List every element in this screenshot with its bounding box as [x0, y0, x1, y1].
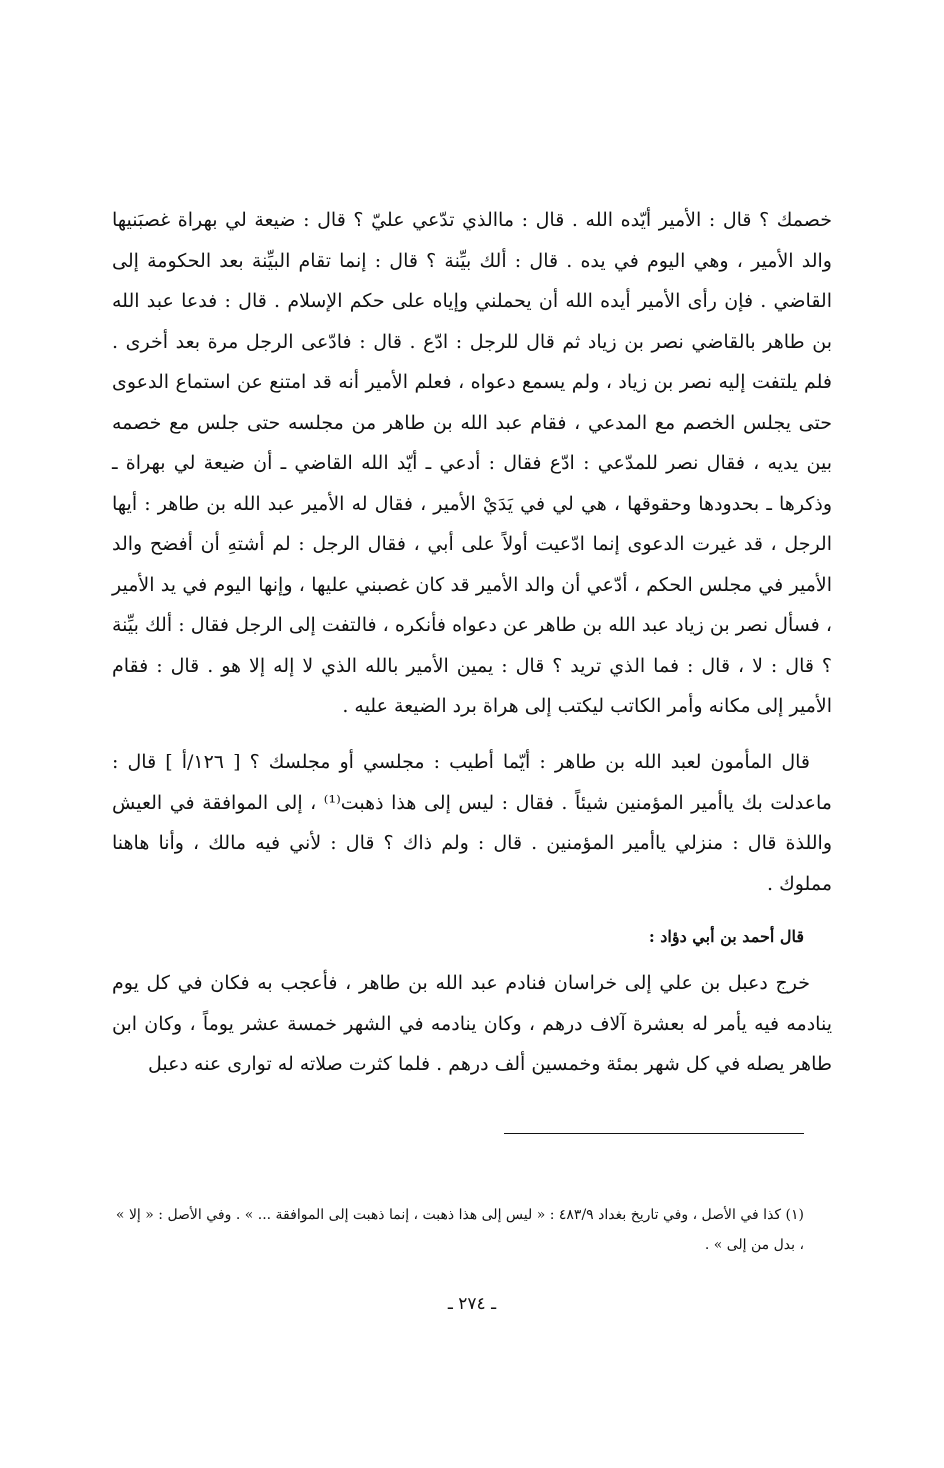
body-paragraph: خرج دعبل بن علي إلى خراسان فنادم عبد الله بن طاهر ، فأعجب به فكان في كل يوم ينادمه فيه يأمر له بعشرة آلاف درهم ، وكان ينادمه في الشهر خمسة عشر يوماً ، وكان ابن طاهر يصله في كل شهر بمئة وخمسين ألف درهم . فلما كثرت صلاته له توارى عنه دعبل — [112, 972, 832, 1075]
section-heading: قال أحمد بن أبي دؤاد : — [648, 927, 804, 946]
footnote: (١) كذا في الأصل ، وفي تاريخ بغداد ٤٨٣/٩ : « ليس إلى هذا ذهبت ، إنما ذهبت إلى الموافقة ... » . وفي الأصل : « إلا » ، بدل من إلى » . — [115, 1207, 804, 1253]
page-number: ـ ٢٧٤ ـ — [447, 1294, 497, 1314]
footnote-separator — [504, 1133, 804, 1134]
body-paragraph-1-container — [112, 200, 832, 727]
body-paragraph-3-container — [112, 963, 832, 1085]
body-paragraph-2-container — [112, 742, 832, 904]
section-heading-container — [124, 925, 804, 949]
body-paragraph: قال المأمون لعبد الله بن طاهر : أيّما أطيب : مجلسي أو مجلسك ؟ [ ١٢٦/أ ] قال : ماعدلت بك ياأمير المؤمنين شيئاً . فقال : ليس إلى هذا ذهبت⁽¹⁾ ، إلى الموافقة في العيش واللذة قال : منزلي ياأمير المؤمنين . قال : ولم ذاك ؟ قال : لأني فيه مالك ، وأنا هاهنا مملوك . — [112, 751, 832, 895]
body-paragraph: خصمك ؟ قال : الأمير أيّده الله . قال : ماالذي تدّعي عليّ ؟ قال : ضيعة لي بهراة غصبَنيها والد الأمير ، وهي اليوم في يده . قال : ألك بيِّنة ؟ قال : إنما تقام البيِّنة بعد الحكومة إلى القاضي . فإن رأى الأمير أيده الله أن يحملني وإياه على حكم الإسلام . قال : فدعا عبد الله بن طاهر بالقاضي نصر بن زياد ثم قال للرجل : ادّع . قال : فادّعى الرجل مرة بعد أخرى . فلم يلتفت إليه نصر بن زياد ، ولم يسمع دعواه ، فعلم الأمير أنه قد امتنع عن استماع الدعوى حتى يجلس الخصم مع المدعي ، فقام عبد الله بن طاهر من مجلسه حتى جلس مع خصمه بين يديه ، فقال نصر للمدّعي : ادّع فقال : أدعي ـ أيّد الله القاضي ـ أن ضيعة لي بهراة ـ وذكرها ـ بحدودها وحقوقها ، هي لي في يَدَيْ الأمير ، فقال له الأمير عبد الله بن طاهر : أيها الرجل ، قد غيرت الدعوى إنما ادّعيت أولاً على أبي ، فقال الرجل : لم أشتهِ أن أفضح والد الأمير في مجلس الحكم ، أدّعي أن والد الأمير قد كان غصبني عليها ، وإنها اليوم في يد الأمير ، فسأل نصر بن زياد عبد الله بن طاهر عن دعواه فأنكره ، فالتفت إلى الرجل فقال : ألك بيِّنة ؟ قال : لا ، قال : فما الذي تريد ؟ قال : يمين الأمير بالله الذي لا إله إلا هو . قال : فقام الأمير إلى مكانه وأمر الكاتب ليكتب إلى هراة برد الضيعة عليه . — [112, 209, 832, 717]
